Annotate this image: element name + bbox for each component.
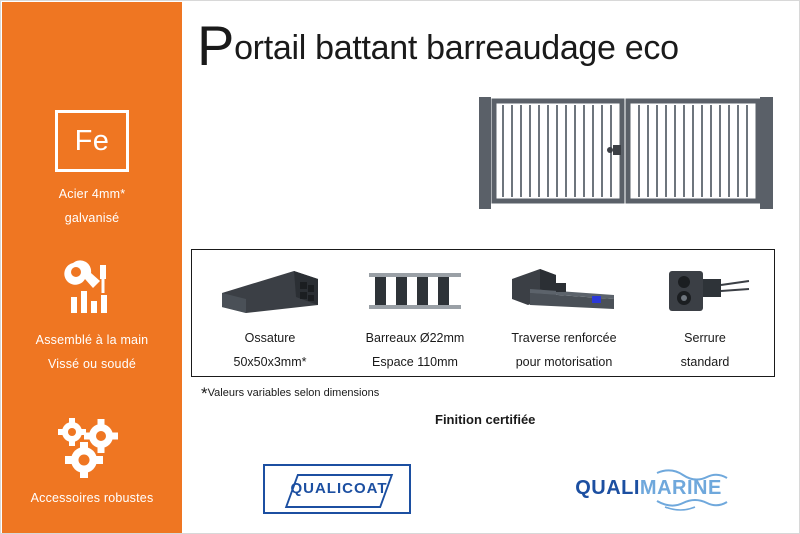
sidebar-item-sublabel: galvanisé bbox=[64, 211, 120, 225]
component-sublabel: pour motorisation bbox=[515, 355, 613, 369]
qualicoat-logo-text: QUALICOAT bbox=[290, 480, 388, 497]
page-title bbox=[197, 14, 797, 77]
component-ossature bbox=[198, 250, 342, 378]
component-label: Serrure bbox=[684, 331, 726, 345]
component-label: Traverse renforcée bbox=[511, 331, 617, 345]
sidebar-item-sublabel: Vissé ou soudé bbox=[47, 357, 137, 371]
component-sublabel: standard bbox=[680, 355, 730, 369]
component-serrure bbox=[640, 250, 770, 378]
sidebar-item-assembly bbox=[2, 256, 182, 376]
title-text: ortail battant barreaudage eco bbox=[234, 29, 679, 67]
material-symbol: Fe bbox=[74, 124, 110, 157]
component-barreaux bbox=[342, 250, 488, 378]
product-image-gate bbox=[476, 91, 776, 221]
sidebar-item-accessories bbox=[2, 414, 182, 510]
component-sublabel: Espace 110mm bbox=[372, 355, 458, 369]
sidebar-item-steel bbox=[2, 110, 182, 230]
sidebar-item-label: Acier 4mm* bbox=[58, 187, 126, 201]
certification-heading: Finition certifiée bbox=[435, 412, 536, 427]
sidebar-item-label: Assemblé à la main bbox=[35, 333, 149, 347]
title-drop-cap: P bbox=[197, 14, 235, 77]
footnote bbox=[201, 381, 379, 401]
component-traverse bbox=[488, 250, 640, 378]
sidebar-orange-panel bbox=[2, 2, 182, 534]
qualimarine-text-light: MARINE bbox=[639, 477, 722, 499]
qualimarine-text-dark: QUALI bbox=[575, 477, 640, 499]
steel-square-icon bbox=[55, 110, 129, 172]
qualimarine-logo bbox=[561, 467, 736, 511]
component-sublabel: 50x50x3mm* bbox=[233, 355, 307, 369]
motor-crossbar-icon bbox=[488, 260, 640, 322]
bars-icon bbox=[342, 260, 488, 322]
components-panel bbox=[191, 249, 775, 377]
component-label: Barreaux Ø22mm bbox=[365, 331, 465, 345]
footnote-star: * bbox=[201, 384, 208, 403]
component-label: Ossature bbox=[244, 331, 296, 345]
footnote-text: Valeurs variables selon dimensions bbox=[207, 387, 380, 399]
lock-icon bbox=[640, 260, 770, 322]
frame-profile-icon bbox=[198, 260, 342, 322]
qualimarine-logo-text bbox=[561, 477, 736, 500]
wrench-tools-icon bbox=[2, 256, 182, 322]
qualicoat-logo bbox=[263, 464, 411, 514]
sidebar-item-label: Accessoires robustes bbox=[30, 491, 154, 505]
gears-icon bbox=[2, 414, 182, 480]
